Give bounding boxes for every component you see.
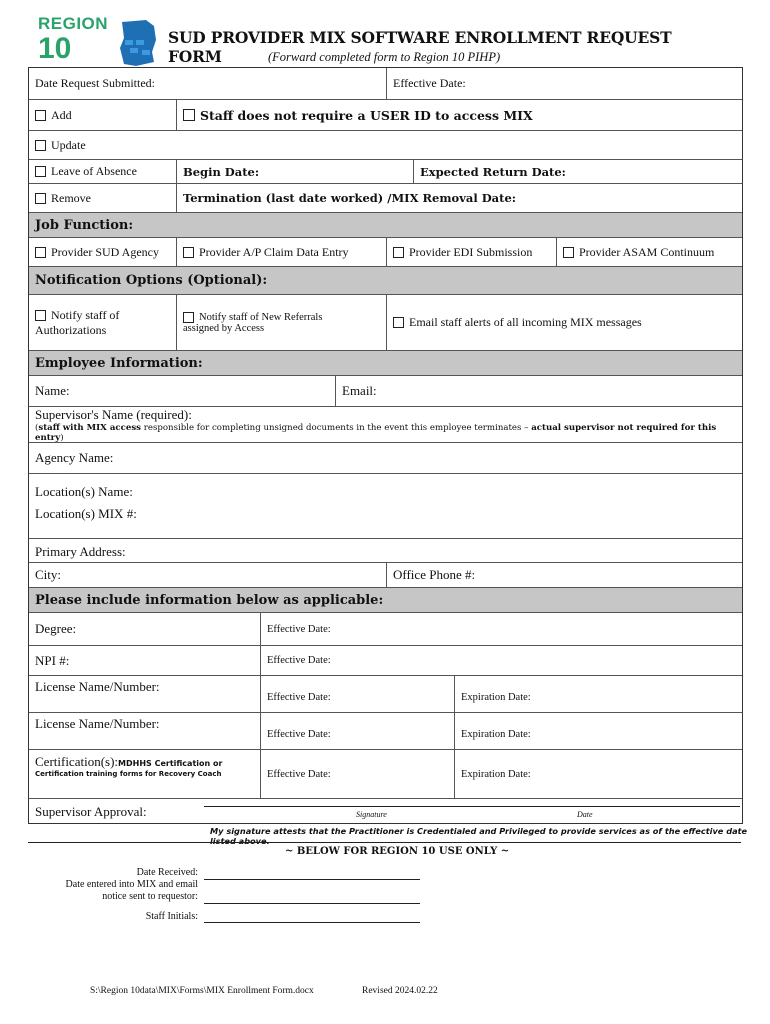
job-ap-claim-option[interactable] — [176, 238, 386, 266]
npi-row — [29, 645, 742, 675]
applicable-heading — [29, 587, 742, 612]
remove-checkbox[interactable] — [35, 193, 46, 204]
date-entered-line[interactable] — [204, 903, 420, 904]
license-1-effective-field[interactable] — [260, 676, 454, 712]
update-option[interactable] — [29, 131, 742, 159]
certification-expiration-field[interactable] — [454, 750, 742, 798]
office-phone-field[interactable] — [386, 563, 742, 587]
email-label: Email: — [342, 383, 377, 398]
leave-label: Leave of Absence — [51, 164, 137, 178]
form-subtitle: (Forward completed form to Region 10 PIHP) — [268, 50, 501, 64]
footer-revised: Revised 2024.02.22 — [362, 986, 438, 996]
certification-label: Certification(s): — [35, 754, 119, 769]
logo-text-10: 10 — [38, 32, 72, 65]
add-label: Add — [51, 107, 72, 122]
certification-effective-field[interactable] — [260, 750, 454, 798]
expected-return-field[interactable] — [413, 160, 742, 183]
remove-row — [29, 183, 742, 212]
supervisor-field[interactable] — [29, 407, 742, 442]
agency-name-field[interactable] — [29, 443, 742, 473]
location-mix-label: Location(s) MIX #: — [35, 506, 137, 521]
no-user-id-checkbox[interactable] — [183, 109, 195, 121]
degree-label: Degree: — [35, 621, 77, 636]
edi-label: Provider EDI Submission — [409, 244, 533, 259]
degree-effective-field[interactable] — [260, 613, 742, 645]
update-label: Update — [51, 137, 86, 152]
sud-agency-checkbox[interactable] — [35, 247, 46, 258]
license-2-effective-field[interactable] — [260, 713, 454, 749]
expected-return-label: Expected Return Date: — [420, 164, 566, 179]
certification-note: MDHHS Certification or — [118, 759, 223, 768]
leave-row — [29, 159, 742, 183]
signature-caption: Signature — [356, 810, 387, 819]
date-request-submitted-label: Date Request Submitted: — [35, 76, 155, 90]
job-function-heading — [29, 212, 742, 237]
begin-date-field[interactable] — [176, 160, 413, 183]
certification-effective-label: Effective Date: — [267, 768, 331, 780]
asam-label: Provider ASAM Continuum — [579, 244, 715, 259]
divider-line — [28, 842, 741, 843]
license-1-expiration-field[interactable] — [454, 676, 742, 712]
supervisor-note-bold: staff with MIX access — [38, 422, 142, 433]
license-1-label: License Name/Number: — [35, 679, 160, 694]
job-function-row — [29, 237, 742, 266]
date-caption: Date — [577, 810, 593, 819]
region-use-heading: ~ BELOW FOR REGION 10 USE ONLY ~ — [285, 846, 510, 857]
add-option[interactable] — [29, 100, 176, 130]
certification-row — [29, 749, 742, 798]
notification-heading — [29, 266, 742, 294]
request-dates-row — [29, 68, 742, 99]
primary-address-label: Primary Address: — [35, 544, 126, 559]
notify-referrals-label-2: assigned by Access — [183, 322, 265, 334]
license-1-expiration-label: Expiration Date: — [461, 691, 531, 703]
notify-referrals-option[interactable] — [176, 295, 386, 350]
email-field[interactable] — [335, 376, 742, 406]
supervisor-note: (staff with MIX access responsible for completing unsigned documents in the event this employee terminates – actual supervisor not required for this entry) — [35, 422, 717, 443]
date-entered-label-2: notice sent to requestor: — [102, 891, 198, 902]
notify-authorizations-label-2: Authorizations — [35, 322, 107, 337]
add-row — [29, 99, 742, 130]
supervisor-row — [29, 406, 742, 442]
license-2-effective-label: Effective Date: — [267, 728, 331, 740]
date-received-line[interactable] — [204, 879, 420, 880]
license-2-field[interactable] — [29, 713, 260, 749]
leave-checkbox[interactable] — [35, 166, 46, 177]
update-checkbox[interactable] — [35, 140, 46, 151]
npi-effective-field[interactable] — [260, 646, 742, 675]
agency-name-label: Agency Name: — [35, 450, 114, 465]
effective-date-field[interactable] — [386, 68, 742, 99]
location-name-label: Location(s) Name: — [35, 484, 133, 499]
city-label: City: — [35, 567, 62, 582]
email-alerts-option[interactable] — [386, 295, 742, 350]
license-2-row — [29, 712, 742, 749]
name-field[interactable] — [29, 376, 335, 406]
npi-effective-label: Effective Date: — [267, 655, 331, 666]
certification-note-2: Certification training forms for Recovery Coach — [35, 770, 222, 778]
certification-field[interactable] — [29, 750, 260, 798]
michigan-map-icon — [116, 18, 158, 68]
logo-text-region: REGION — [38, 14, 109, 33]
employee-heading-text: Employee Information: — [35, 355, 203, 371]
effective-date-label: Effective Date: — [393, 76, 466, 90]
license-1-effective-label: Effective Date: — [267, 691, 331, 703]
attestation-text: My signature attests that the Practitioner is Credentialed and Privileged to provide services as of the effective date listed above. — [210, 826, 748, 846]
job-edi-option[interactable] — [386, 238, 556, 266]
supervisor-label: Supervisor's Name (required): — [35, 406, 192, 422]
region-use-labels — [40, 867, 198, 923]
degree-row — [29, 612, 742, 645]
office-phone-label: Office Phone #: — [393, 567, 476, 582]
npi-label: NPI #: — [35, 652, 70, 668]
ap-claim-checkbox[interactable] — [183, 247, 194, 258]
remove-option[interactable] — [29, 184, 176, 212]
supervisor-note-text: responsible for completing unsigned documents in the event this employee terminates – — [141, 422, 532, 433]
email-alerts-checkbox[interactable] — [393, 317, 404, 328]
notify-referrals-checkbox[interactable] — [183, 312, 194, 323]
primary-address-field[interactable] — [29, 539, 742, 562]
address-row — [29, 538, 742, 562]
job-sud-agency-option[interactable] — [29, 238, 176, 266]
name-label: Name: — [35, 383, 70, 398]
termination-field[interactable] — [176, 184, 742, 212]
date-request-submitted-field[interactable] — [29, 68, 386, 99]
email-alerts-label: Email staff alerts of all incoming MIX messages — [409, 315, 642, 329]
applicable-heading-text: Please include information below as applicable: — [35, 592, 384, 608]
update-row — [29, 130, 742, 159]
job-asam-option[interactable] — [556, 238, 742, 266]
date-entered-label: Date entered into MIX and email — [65, 879, 198, 890]
employee-heading — [29, 350, 742, 375]
signature-line[interactable] — [204, 806, 740, 807]
footer-path: S:\Region 10data\MIX\Forms\MIX Enrollment Form.docx — [90, 986, 314, 996]
supervisor-note-bold-2: actual supervisor not required for this entry — [35, 422, 717, 443]
no-user-id-option[interactable] — [176, 100, 742, 130]
city-phone-row — [29, 562, 742, 587]
remove-label: Remove — [51, 190, 91, 205]
region-10-logo — [36, 14, 160, 70]
name-email-row — [29, 375, 742, 406]
asam-checkbox[interactable] — [563, 247, 574, 258]
notify-referrals-label: Notify staff of New Referrals — [199, 311, 323, 323]
no-user-id-label: Staff does not require a USER ID to access MIX — [200, 107, 533, 123]
staff-initials-label: Staff Initials: — [145, 911, 198, 922]
leave-option[interactable] — [29, 160, 176, 183]
license-2-expiration-label: Expiration Date: — [461, 728, 531, 740]
form-title: SUD PROVIDER MIX SOFTWARE ENROLLMENT REQUEST FORM — [168, 28, 672, 66]
supervisor-approval-label: Supervisor Approval: — [35, 804, 147, 819]
sud-agency-label: Provider SUD Agency — [51, 244, 159, 259]
license-2-expiration-field[interactable] — [454, 713, 742, 749]
job-function-heading-text: Job Function: — [35, 217, 134, 233]
date-received-label: Date Received: — [136, 867, 198, 878]
notification-row — [29, 294, 742, 350]
enrollment-form — [28, 67, 743, 824]
agency-row — [29, 442, 742, 473]
edi-checkbox[interactable] — [393, 247, 404, 258]
locations-field[interactable] — [29, 474, 742, 538]
notify-authorizations-option[interactable] — [29, 295, 176, 350]
add-checkbox[interactable] — [35, 110, 46, 121]
city-field[interactable] — [29, 563, 386, 587]
locations-row — [29, 473, 742, 538]
certification-expiration-label: Expiration Date: — [461, 768, 531, 780]
ap-claim-label: Provider A/P Claim Data Entry — [199, 244, 349, 259]
degree-field[interactable] — [29, 613, 260, 645]
license-1-row — [29, 675, 742, 712]
staff-initials-line[interactable] — [204, 922, 420, 923]
notification-heading-text: Notification Options (Optional): — [35, 273, 268, 288]
degree-effective-label: Effective Date: — [267, 623, 331, 635]
begin-date-label: Begin Date: — [183, 164, 260, 179]
license-2-label: License Name/Number: — [35, 716, 160, 731]
npi-field[interactable] — [29, 646, 260, 675]
termination-label: Termination (last date worked) /MIX Removal Date: — [183, 191, 517, 205]
license-1-field[interactable] — [29, 676, 260, 712]
notify-authorizations-label: Notify staff of — [51, 307, 120, 322]
notify-authorizations-checkbox[interactable] — [35, 310, 46, 321]
